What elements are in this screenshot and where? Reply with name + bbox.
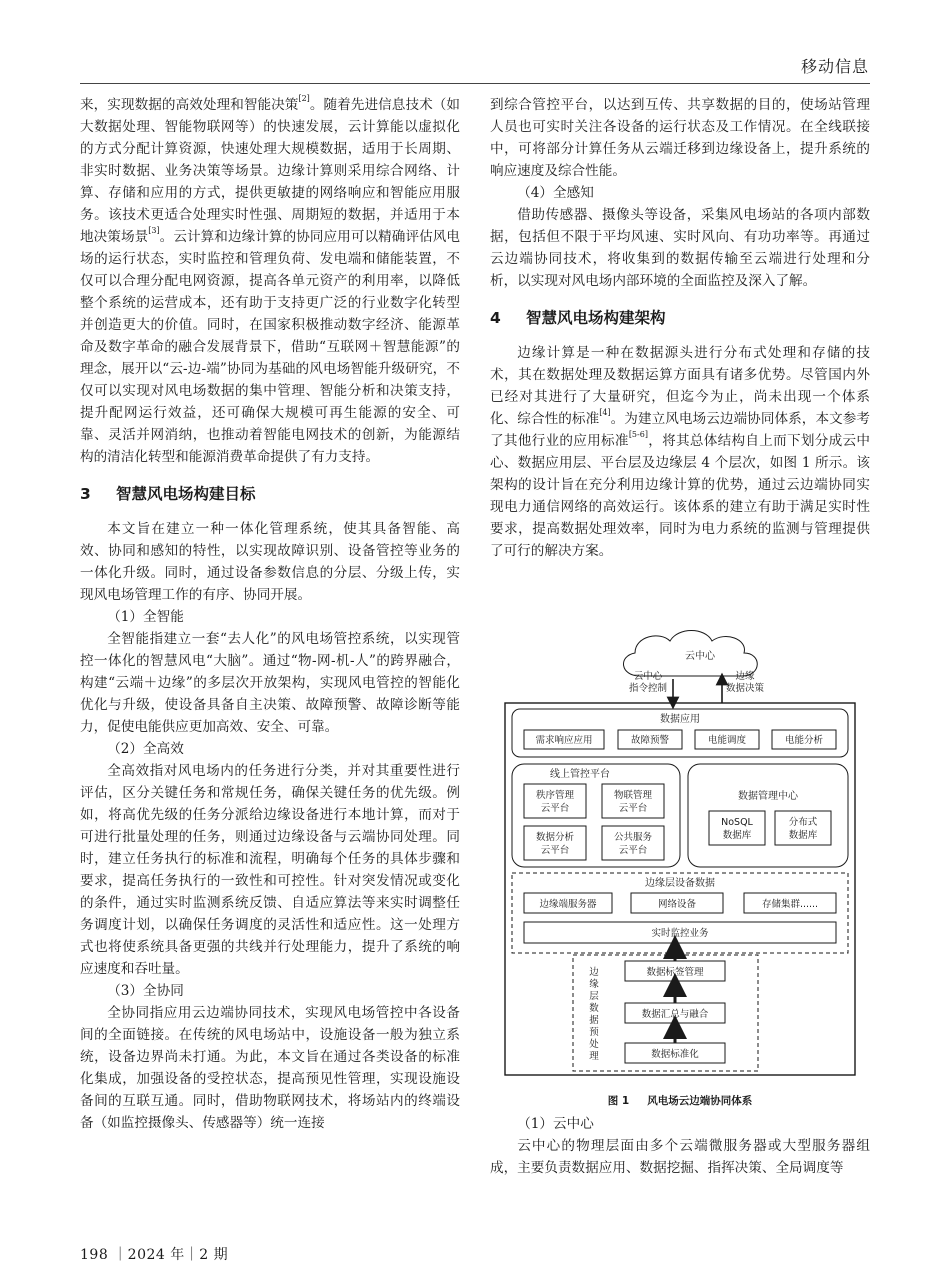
item-4-text: 借助传感器、摄像头等设备，采集风电场站的各项内部数据，包括但不限于平均风速、实时风向、有功功率等。再通过云边端协同技术，将收集到的数据传输至云端进行处理和分析，以实现对风电场内部环境的全面监控及深入了解。 xyxy=(490,207,870,289)
up-label-2: 数据决策 xyxy=(725,683,765,694)
platform-title: 线上管控平台 xyxy=(550,769,610,780)
data-app-item-3: 电能分析 xyxy=(784,735,824,746)
preprocess-char-1: 缘 xyxy=(589,979,599,990)
data-app-item-1: 故障预警 xyxy=(630,735,670,746)
citation-2[interactable]: [2] xyxy=(298,94,310,103)
edge-item-2: 存储集群...... xyxy=(761,899,819,910)
item-2-text: 全高效指对风电场内的任务进行分类，并对其重要性进行评估，区分关键任务和常规任务，确保关键任务的优先级。例如，将高优先级的任务分派给边缘设备进行本地计算，而对于可进行批量处理的任务，则通过边缘设备与云端协同处理。同时，建立任务执行的标准和流程，明确每个任务的具体步骤和要求，提高任务执行的一致性和可控性。针对突发情况或变化的条件，通过实时监测系统反馈、自适应算法等来实时调整任务调度计划，以确保任务调度的灵活性和适应性。这一处理方式也将使系统具备更强的共线并行处理能力，提升了系统的响应速度和吞吐量。 xyxy=(80,763,460,977)
item-3-text: 全协同指应用云边端协同技术，实现风电场管控中各设备间的全面链接。在传统的风电场站中，设施设备一般为独立系统，设备边界尚未打通。为此，本文旨在通过各类设备的标准化集成，加强设备的受控状态，提高预见性管理，实现设施设备间的互联互通。同时，借助物联网技术，将场站内的终端设备（如监控摄像头、传感器等）统一连接 xyxy=(80,1005,460,1131)
preprocess-char-7: 理 xyxy=(589,1051,599,1062)
item-3-label: （3）全协同 xyxy=(107,983,184,999)
citation-4[interactable]: [4] xyxy=(599,408,611,417)
dm-item-0-line2: 数据库 xyxy=(722,830,752,841)
data-app-item-0: 需求响应应用 xyxy=(535,735,593,746)
section-3-heading: 3 智慧风电场构建目标 xyxy=(80,485,256,503)
intro-paragraph: 来，实现数据的高效处理和智能决策[2]。随着先进信息技术（如大数据处理、智能物联网等）的快速发展，云计算能以虚拟化的方式分配计算资源，快速处理大规模数据，适用于长周期、非实时数据、业务决策等场景。边缘计算则采用综合网络、计算、存储和应用的方式，提供更敏捷的网络响应和智能应用服务。该技术更适合处理实时性强、周期短的数据，并适用于本地决策场景[3]。云计算和边缘计算的协同应用可以精确评估风电场的运行状态，实时监控和管理负荷、发电端和储能装置，不仅可以合理分配电网资源，提高各单元资产的利用率，以降低整个系统的运营成本，还有助于支持更广泛的行业数字化转型并创造更大的价值。同时，在国家积极推动数字经济、能源革命及数字革命的融合发展背景下，借助“互联网＋智慧能源”的理念，展开以“云-边-端”协同为基础的风电场智能升级研究，不仅可以实现对风电场数据的集中管理、智能分析和决策支持，提升配网运行效益，还可确保大规模可再生能源的安全、可靠、灵活并网消纳，也推动着智能电网技术的创新，为能源结构的清洁化转型和能源消费革命提供了有力支持。 xyxy=(80,94,461,465)
citation-5-6[interactable]: [5-6] xyxy=(628,430,648,439)
preprocess-item-0: 数据标签管理 xyxy=(646,967,704,978)
figure-caption: 图 1 风电场云边端协同体系 xyxy=(607,1095,753,1107)
cloud-item-text: 云中心的物理层面由多个云端微服务器或大型服务器组成，主要负责数据应用、数据挖掘、指挥决策、全局调度等 xyxy=(490,1138,870,1176)
down-label-2: 指令控制 xyxy=(628,683,668,694)
platform-item-3-line1: 公共服务 xyxy=(613,832,653,843)
left-column xyxy=(80,94,460,1134)
section-4-text: 边缘计算是一种在数据源头进行分布式处理和存储的技术，其在数据处理及数据运算方面具有诸多优势。尽管国内外已经对其进行了大量研究，但迄今为止，尚未出现一个体系化、综合性的标准[4]。为建立风电场云边端协同体系，本文参考了其他行业的应用标准[5-6]，将其总体结构自上而下划分成云中心、数据应用层、平台层及边缘层 4 个层次，如图 1 所示。该架构的设计旨在充分利用边缘计算的优势，通过云边端协同实现电力通信网络的高效运行。该体系的建立有助于满足实时性要求，提高数据处理效率，同时为电力系统的监测与管理提供了可行的解决方案。 xyxy=(490,345,871,559)
item-1-label: （1）全智能 xyxy=(107,609,184,625)
data-app-item-2: 电能调度 xyxy=(707,735,747,746)
platform-item-0-line2: 云平台 xyxy=(540,803,570,814)
header-rule xyxy=(80,83,870,84)
journal-title: 移动信息 xyxy=(800,57,869,76)
dm-item-1-line1: 分布式 xyxy=(788,817,818,828)
dm-item-1-line2: 数据库 xyxy=(788,830,818,841)
dm-title: 数据管理中心 xyxy=(738,791,798,802)
page-footer: 198 ｜2024 年｜2 期 xyxy=(80,1247,229,1263)
section-4-heading: 4 智慧风电场构建架构 xyxy=(490,309,666,327)
platform-item-0-line1: 秩序管理 xyxy=(535,790,575,801)
edge-title: 边缘层设备数据 xyxy=(645,878,715,889)
platform-item-3-line2: 云平台 xyxy=(618,845,648,856)
architecture-diagram xyxy=(490,621,870,1091)
preprocess-char-5: 预 xyxy=(589,1027,599,1038)
item-4-label: （4）全感知 xyxy=(517,185,594,201)
cloud-item-label: （1）云中心 xyxy=(517,1116,594,1132)
continued-paragraph: 到综合管控平台，以达到互传、共享数据的目的，使场站管理人员也可实时关注各设备的运行状态及工作情况。在全线联接中，可将部分计算任务从云端迁移到边缘设备上，提升系统的响应速度及综合性能。 xyxy=(490,97,870,179)
preprocess-item-1: 数据汇总与融合 xyxy=(641,1009,709,1020)
dm-item-0-line1: NoSQL xyxy=(721,817,753,828)
down-label-1: 云中心 xyxy=(633,671,663,682)
realtime-label: 实时监控业务 xyxy=(651,928,709,939)
up-label-1: 边缘 xyxy=(735,671,755,682)
edge-item-0: 边缘端服务器 xyxy=(539,899,597,910)
preprocess-char-6: 处 xyxy=(589,1039,599,1050)
dm-box xyxy=(688,764,848,867)
citation-3[interactable]: [3] xyxy=(148,226,160,235)
item-2-label: （2）全高效 xyxy=(107,741,184,757)
preprocess-item-2: 数据标准化 xyxy=(651,1049,699,1060)
cloud-label: 云中心 xyxy=(685,651,715,662)
platform-item-2-line2: 云平台 xyxy=(540,845,570,856)
section-3-intro: 本文旨在建立一种一体化管理系统，使其具备智能、高效、协同和感知的特性，以实现故障识别、设备管控等业务的一体化升级。同时，通过设备参数信息的分层、分级上传，实现风电场管理工作的有序、协同开展。 xyxy=(80,521,460,603)
item-1-text: 全智能指建立一套“去人化”的风电场管控系统，以实现管控一体化的智慧风电“大脑”。通过“物-网-机-人”的跨界融合，构建“云端＋边缘”的多层次开放架构，实现风电管控的智能化优化与升级，使设备具备自主决策、故障预警、故障诊断等能力，促使电能供应更加高效、安全、可靠。 xyxy=(80,631,460,735)
right-column-bottom xyxy=(490,1113,870,1179)
platform-item-1-line1: 物联管理 xyxy=(613,790,653,801)
platform-item-2-line1: 数据分析 xyxy=(535,832,575,843)
data-app-title: 数据应用 xyxy=(660,714,700,725)
platform-item-1-line2: 云平台 xyxy=(618,803,648,814)
preprocess-char-2: 层 xyxy=(589,991,599,1002)
preprocess-char-0: 边 xyxy=(589,967,599,978)
preprocess-char-4: 据 xyxy=(589,1015,599,1026)
preprocess-char-3: 数 xyxy=(589,1003,599,1014)
edge-item-1: 网络设备 xyxy=(657,899,697,910)
figure-1 xyxy=(490,621,870,1116)
page-header xyxy=(0,0,950,80)
right-column xyxy=(490,94,870,562)
